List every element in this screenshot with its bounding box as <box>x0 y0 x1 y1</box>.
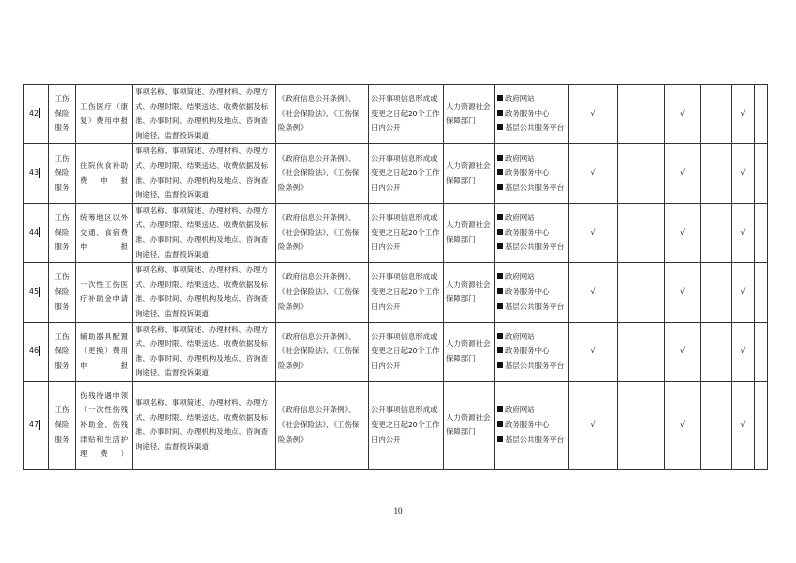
check-cell: √ <box>569 381 618 469</box>
row-number <box>24 263 49 322</box>
channels-cell <box>495 144 569 203</box>
row-number <box>24 85 49 144</box>
square-bullet-icon <box>497 243 503 249</box>
content-cell: 事项名称、事项简述、办理材料、办理方式、办理时限、结果送达、收费依据及标准、办事时间、办理机构及地点、咨询查询途径、监督投诉渠道 <box>133 144 276 203</box>
square-bullet-icon <box>497 288 503 294</box>
margin-mark-icon <box>39 287 43 297</box>
check-cell: √ <box>569 263 618 322</box>
disclosure-table <box>23 84 768 470</box>
time-limit-cell: 公开事项信息形成或变更之日起20个工作日内公开 <box>369 144 444 203</box>
check-cell: √ <box>732 85 755 144</box>
check-cell: √ <box>665 322 701 381</box>
check-cell <box>755 144 768 203</box>
channel-label: 政府网站 <box>505 213 535 223</box>
content-cell: 事项名称、事项简述、办理材料、办理方式、办理时限、结果送达、收费依据及标准、办事时间、办理机构及地点、咨询查询途径、监督投诉渠道 <box>133 263 276 322</box>
check-cell <box>618 263 665 322</box>
content-cell: 事项名称、事项简述、办理材料、办理方式、办理时限、结果送达、收费依据及标准、办事时间、办理机构及地点、咨询查询途径、监督投诉渠道 <box>133 85 276 144</box>
row-number <box>24 144 49 203</box>
basis-cell: 《政府信息公开条例》、《社会保险法》、《工伤保险条例》 <box>276 381 369 469</box>
channel-label: 基层公共服务平台 <box>505 301 565 311</box>
content-cell: 事项名称、事项简述、办理材料、办理方式、办理时限、结果送达、收费依据及标准、办事时间、办理机构及地点、咨询查询途径、监督投诉渠道 <box>133 381 276 469</box>
check-cell <box>755 263 768 322</box>
time-limit-cell: 公开事项信息形成或变更之日起20个工作日内公开 <box>369 85 444 144</box>
channel-label: 政府网站 <box>505 272 535 282</box>
item-name-cell: 辅助器具配置（更换）费用申报 <box>76 322 133 381</box>
check-cell: √ <box>665 85 701 144</box>
check-cell <box>755 381 768 469</box>
subject-cell: 人力资源社会保障部门 <box>444 381 495 469</box>
item-name-cell: 伤残待遇申领（一次性伤残补助金、伤残津贴和生活护理费） <box>76 381 133 469</box>
check-cell <box>618 85 665 144</box>
channel-label: 政府网站 <box>505 153 535 163</box>
subject-cell: 人力资源社会保障部门 <box>444 144 495 203</box>
time-limit-cell: 公开事项信息形成或变更之日起20个工作日内公开 <box>369 381 444 469</box>
row-number-text: 47 <box>28 420 40 430</box>
subject-cell: 人力资源社会保障部门 <box>444 203 495 262</box>
channel-label: 基层公共服务平台 <box>505 242 565 252</box>
item-name-cell: 统筹地区以外交通、食宿费申报 <box>76 203 133 262</box>
check-cell <box>701 85 732 144</box>
table-row <box>24 381 768 469</box>
check-cell: √ <box>569 322 618 381</box>
check-cell: √ <box>732 203 755 262</box>
check-cell <box>701 263 732 322</box>
check-cell: √ <box>732 263 755 322</box>
check-cell: √ <box>665 203 701 262</box>
channel-item <box>497 107 566 122</box>
square-bullet-icon <box>497 169 503 175</box>
table-row <box>24 263 768 322</box>
channel-label: 政务服务中心 <box>505 420 550 430</box>
channel-label: 政务服务中心 <box>505 108 550 118</box>
check-cell <box>701 144 732 203</box>
channel-item <box>497 270 566 285</box>
channels-cell <box>495 263 569 322</box>
check-cell: √ <box>665 381 701 469</box>
check-cell <box>618 381 665 469</box>
square-bullet-icon <box>497 406 503 412</box>
margin-mark-icon <box>39 420 43 430</box>
table-row <box>24 144 768 203</box>
square-bullet-icon <box>497 110 503 116</box>
square-bullet-icon <box>497 421 503 427</box>
row-number-text: 42 <box>28 108 40 118</box>
channel-label: 政府网站 <box>505 94 535 104</box>
channels-cell <box>495 203 569 262</box>
item-name-cell: 工伤医疗（康复）费用申报 <box>76 85 133 144</box>
check-cell: √ <box>569 203 618 262</box>
check-cell: √ <box>665 144 701 203</box>
square-bullet-icon <box>497 155 503 161</box>
channel-item <box>497 240 566 255</box>
channel-item <box>497 433 566 448</box>
square-bullet-icon <box>497 124 503 130</box>
basis-cell: 《政府信息公开条例》、《社会保险法》、《工伤保险条例》 <box>276 144 369 203</box>
channel-item <box>497 344 566 359</box>
channel-item <box>497 359 566 374</box>
margin-mark-icon <box>39 108 43 118</box>
square-bullet-icon <box>497 184 503 190</box>
table-row <box>24 322 768 381</box>
channel-label: 基层公共服务平台 <box>505 434 565 444</box>
channel-label: 基层公共服务平台 <box>505 123 565 133</box>
channel-item <box>497 166 566 181</box>
basis-cell: 《政府信息公开条例》、《社会保险法》、《工伤保险条例》 <box>276 322 369 381</box>
page-number: 10 <box>393 506 403 516</box>
square-bullet-icon <box>497 214 503 220</box>
square-bullet-icon <box>497 347 503 353</box>
channel-label: 政务服务中心 <box>505 168 550 178</box>
check-cell <box>755 85 768 144</box>
basis-cell: 《政府信息公开条例》、《社会保险法》、《工伤保险条例》 <box>276 203 369 262</box>
row-number <box>24 203 49 262</box>
channel-label: 政府网站 <box>505 331 535 341</box>
square-bullet-icon <box>497 273 503 279</box>
check-cell: √ <box>569 144 618 203</box>
row-number-text: 46 <box>28 346 40 356</box>
category-cell: 工伤保险服务 <box>49 203 76 262</box>
channel-label: 政务服务中心 <box>505 227 550 237</box>
check-cell <box>755 322 768 381</box>
square-bullet-icon <box>497 333 503 339</box>
check-cell <box>755 203 768 262</box>
subject-cell: 人力资源社会保障部门 <box>444 263 495 322</box>
table-row <box>24 85 768 144</box>
check-cell: √ <box>665 263 701 322</box>
row-number <box>24 381 49 469</box>
check-cell: √ <box>732 144 755 203</box>
category-cell: 工伤保险服务 <box>49 381 76 469</box>
channel-item <box>497 330 566 345</box>
channel-item <box>497 300 566 315</box>
basis-cell: 《政府信息公开条例》、《社会保险法》、《工伤保险条例》 <box>276 85 369 144</box>
content-cell: 事项名称、事项简述、办理材料、办理方式、办理时限、结果送达、收费依据及标准、办事时间、办理机构及地点、咨询查询途径、监督投诉渠道 <box>133 322 276 381</box>
row-number-text: 43 <box>28 168 40 178</box>
channel-item <box>497 418 566 433</box>
subject-cell: 人力资源社会保障部门 <box>444 85 495 144</box>
channel-item <box>497 226 566 241</box>
time-limit-cell: 公开事项信息形成或变更之日起20个工作日内公开 <box>369 263 444 322</box>
channel-item <box>497 403 566 418</box>
margin-mark-icon <box>39 346 43 356</box>
channel-item <box>497 121 566 136</box>
square-bullet-icon <box>497 95 503 101</box>
time-limit-cell: 公开事项信息形成或变更之日起20个工作日内公开 <box>369 203 444 262</box>
category-cell: 工伤保险服务 <box>49 144 76 203</box>
item-name-cell: 住院伙食补助费申报 <box>76 144 133 203</box>
check-cell <box>701 203 732 262</box>
channel-item <box>497 211 566 226</box>
channel-label: 政务服务中心 <box>505 287 550 297</box>
category-cell: 工伤保险服务 <box>49 322 76 381</box>
check-cell: √ <box>569 85 618 144</box>
channel-label: 政府网站 <box>505 405 535 415</box>
margin-mark-icon <box>39 168 43 178</box>
channel-label: 基层公共服务平台 <box>505 360 565 370</box>
table-row <box>24 203 768 262</box>
row-number-text: 44 <box>28 227 40 237</box>
channels-cell <box>495 381 569 469</box>
item-name-cell: 一次性工伤医疗补助金申请 <box>76 263 133 322</box>
check-cell <box>701 322 732 381</box>
time-limit-cell: 公开事项信息形成或变更之日起20个工作日内公开 <box>369 322 444 381</box>
channel-label: 基层公共服务平台 <box>505 182 565 192</box>
row-number <box>24 322 49 381</box>
check-cell: √ <box>732 381 755 469</box>
check-cell: √ <box>732 322 755 381</box>
check-cell <box>618 144 665 203</box>
channel-item <box>497 92 566 107</box>
channel-item <box>497 285 566 300</box>
subject-cell: 人力资源社会保障部门 <box>444 322 495 381</box>
channels-cell <box>495 85 569 144</box>
basis-cell: 《政府信息公开条例》、《社会保险法》、《工伤保险条例》 <box>276 263 369 322</box>
check-cell <box>618 203 665 262</box>
square-bullet-icon <box>497 303 503 309</box>
row-number-text: 45 <box>28 287 40 297</box>
channel-label: 政务服务中心 <box>505 346 550 356</box>
square-bullet-icon <box>497 436 503 442</box>
square-bullet-icon <box>497 362 503 368</box>
category-cell: 工伤保险服务 <box>49 85 76 144</box>
content-cell: 事项名称、事项简述、办理材料、办理方式、办理时限、结果送达、收费依据及标准、办事时间、办理机构及地点、咨询查询途径、监督投诉渠道 <box>133 203 276 262</box>
channel-item <box>497 181 566 196</box>
square-bullet-icon <box>497 229 503 235</box>
channel-item <box>497 152 566 167</box>
check-cell <box>701 381 732 469</box>
check-cell <box>618 322 665 381</box>
channels-cell <box>495 322 569 381</box>
category-cell: 工伤保险服务 <box>49 263 76 322</box>
margin-mark-icon <box>39 227 43 237</box>
